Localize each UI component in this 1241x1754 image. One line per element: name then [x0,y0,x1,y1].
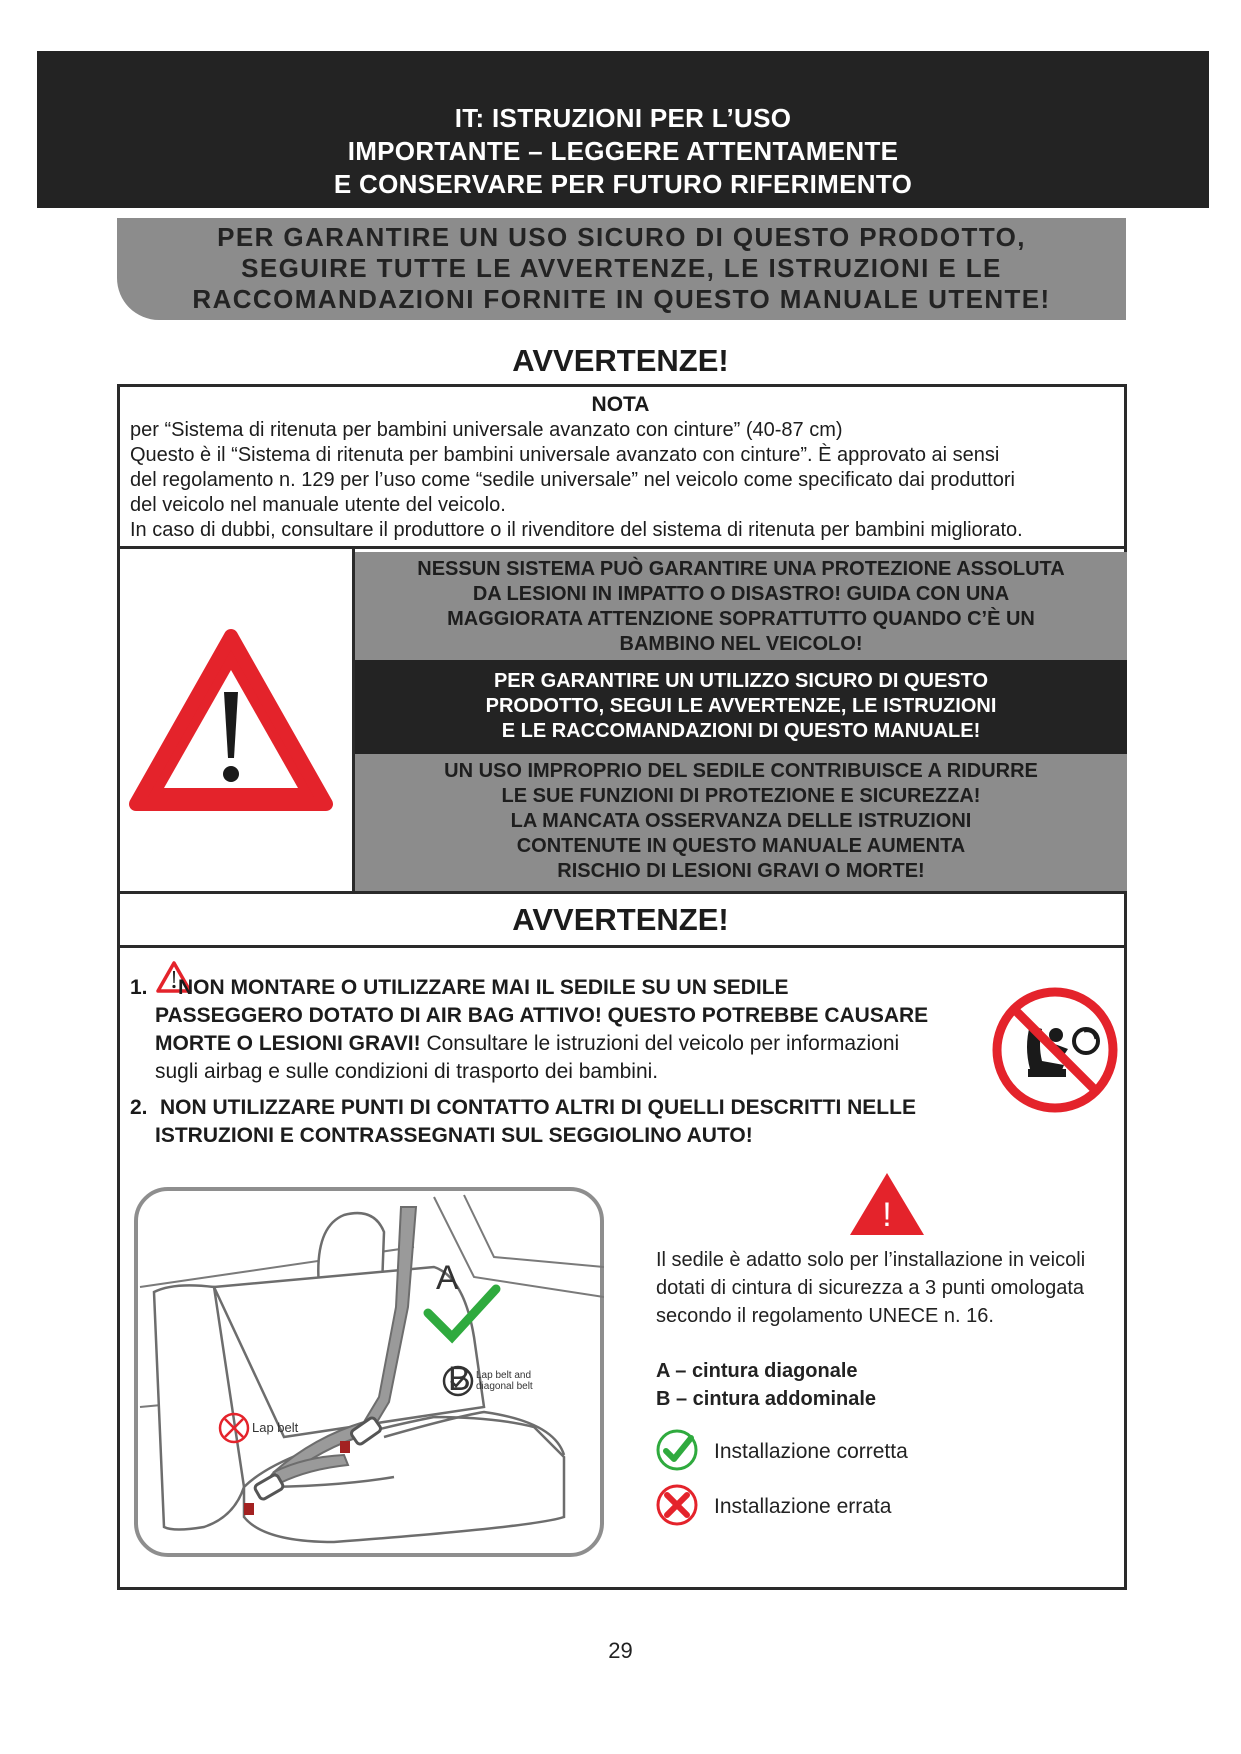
header-title-line-1: IT: ISTRUZIONI PER L’USO [454,103,792,133]
warning-block-line: PRODOTTO, SEGUI LE AVVERTENZE, LE ISTRUZIONI [485,695,997,717]
safety-banner [117,218,1126,320]
header-title-line-2: IMPORTANTE – LEGGERE ATTENTAMENTE [347,136,899,166]
warning-block-safe-use [355,660,1127,754]
warning-triangle-icon [128,628,334,814]
safety-banner-line-3: RACCOMANDAZIONI FORNITE IN QUESTO MANUALE UTENTE! [192,284,1051,314]
warning-block-no-absolute-protection [355,552,1127,660]
item-number: 1. [130,976,148,999]
no-airbag-prohibition-icon [990,985,1120,1115]
divider [117,945,1127,948]
warning-block-line: LA MANCATA OSSERVANZA DELLE ISTRUZIONI [510,810,972,832]
legend-wrong-label: Installazione errata [714,1495,892,1518]
lap-belt-label: Lap belt [252,1420,299,1435]
warning-block-improper-use [355,754,1127,893]
installation-info-line: Il sedile è adatto solo per l’installazione in veicoli [656,1249,1086,1271]
warning-block-line: BAMBINO NEL VEICOLO! [619,633,863,655]
exclamation-mark: ! [882,1196,892,1234]
divider [117,891,1127,894]
belt-a-description: A – cintura diagonale [656,1360,858,1382]
warnings-heading-2: AVVERTENZE! [512,902,729,937]
warning-block-line: LE SUE FUNZIONI DI PROTEZIONE E SICUREZZA! [501,785,981,807]
installation-info-line: dotati di cintura di sicurezza a 3 punti omologata [656,1277,1085,1299]
warning-block-line: MAGGIORATA ATTENZIONE SOPRATTUTTO QUANDO C’È UN [447,608,1035,630]
lap-diagonal-label-1: Lap belt and [476,1370,532,1381]
warning-block-line: UN USO IMPROPRIO DEL SEDILE CONTRIBUISCE A RIDURRE [444,760,1038,782]
item-1-line-1: NON MONTARE O UTILIZZARE MAI IL SEDILE SU UN SEDILE [178,976,789,999]
warning-block-line: E LE RACCOMANDAZIONI DI QUESTO MANUALE! [501,720,981,742]
seat-belt-illustration [134,1187,604,1557]
nota-title: NOTA [591,393,650,416]
item-1-line-3 [155,1032,899,1056]
wrong-cross-icon [655,1483,699,1527]
correct-check-icon [655,1428,699,1472]
belt-b-description: B – cintura addominale [656,1388,877,1410]
nota-line: In caso di dubbi, consultare il produttore o il rivenditore del sistema di ritenuta per bambini migliorato. [130,519,1023,541]
warning-block-line: RISCHIO DI LESIONI GRAVI O MORTE! [557,860,925,882]
nota-line: per “Sistema di ritenuta per bambini universale avanzato con cinture” (40-87 cm) [130,419,843,441]
item-2-line-1: NON UTILIZZARE PUNTI DI CONTATTO ALTRI DI QUELLI DESCRITTI NELLE [160,1096,916,1119]
item-1-line-2: PASSEGGERO DOTATO DI AIR BAG ATTIVO! QUESTO POTREBBE CAUSARE [155,1004,929,1027]
item-2-line-2: ISTRUZIONI E CONTRASSEGNATI SUL SEGGIOLINO AUTO! [155,1124,753,1147]
legend-correct-label: Installazione corretta [714,1440,908,1463]
item-number: 2. [130,1096,148,1119]
warning-triangle-red-icon [848,1170,926,1238]
warning-block-line: CONTENUTE IN QUESTO MANUALE AUMENTA [516,835,966,857]
nota-line: del regolamento n. 129 per l’uso come “sedile universale” nel veicolo come specificato dai produttori [130,469,1015,491]
safety-banner-line-1: PER GARANTIRE UN USO SICURO DI QUESTO PRODOTTO, [217,222,1026,252]
divider [117,546,1127,549]
header-bar [37,51,1209,208]
warnings-heading: AVVERTENZE! [512,343,729,378]
item-1-emphasis: MORTE O LESIONI GRAVI! [155,1032,421,1055]
warning-block-line: NESSUN SISTEMA PUÒ GARANTIRE UNA PROTEZIONE ASSOLUTA [417,558,1065,580]
warning-block-line: DA LESIONI IN IMPATTO O DISASTRO! GUIDA CON UNA [472,583,1010,605]
safety-banner-line-2: SEGUIRE TUTTE LE AVVERTENZE, LE ISTRUZIONI E LE [241,253,1002,283]
installation-info-line: secondo il regolamento UNECE n. 16. [656,1305,994,1327]
belt-label-a: A [436,1259,459,1297]
item-1-line-3-rest: Consultare le istruzioni del veicolo per informazioni [420,1032,900,1055]
item-1-line-4: sugli airbag e sulle condizioni di trasporto dei bambini. [155,1060,659,1083]
header-title-line-3: E CONSERVARE PER FUTURO RIFERIMENTO [333,169,913,199]
nota-line: Questo è il “Sistema di ritenuta per bambini universale avanzato con cinture”. È approvato ai sensi [130,444,1000,466]
lap-diagonal-label-2: diagonal belt [476,1381,533,1392]
warning-block-line: PER GARANTIRE UN UTILIZZO SICURO DI QUESTO [493,670,989,692]
nota-line: del veicolo nel manuale utente del veicolo. [130,494,506,516]
page-number: 29 [608,1638,633,1663]
belt-label-b: B [448,1360,471,1398]
